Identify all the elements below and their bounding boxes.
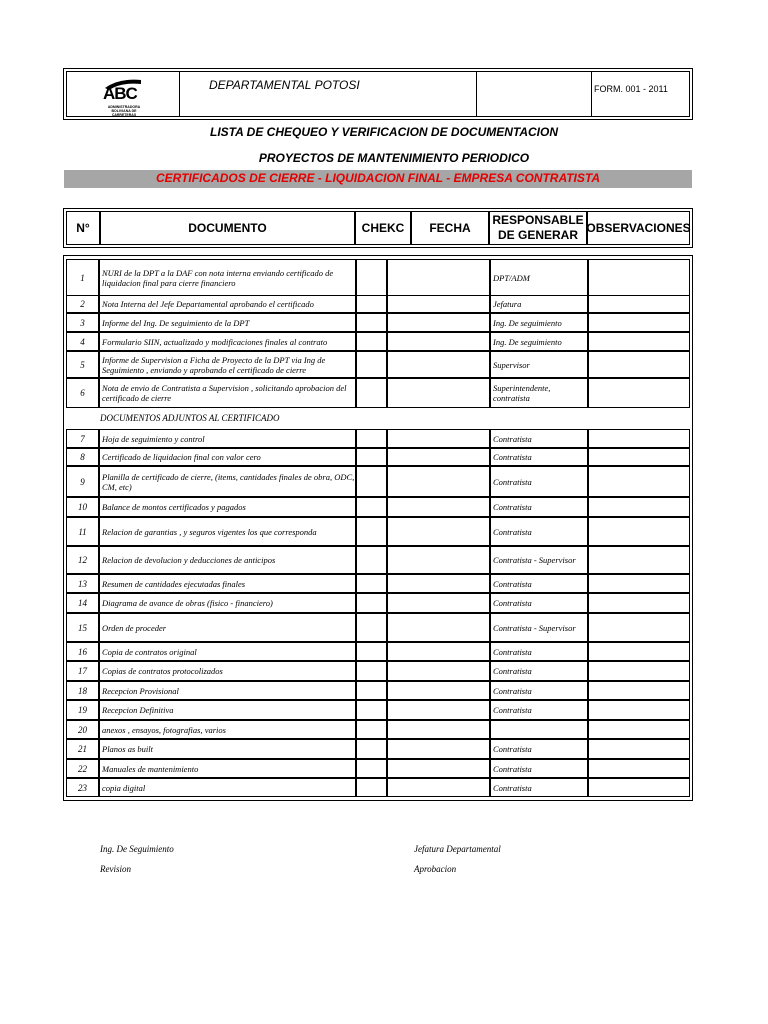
row-responsable: Supervisor [490, 351, 588, 378]
table-row [66, 700, 690, 720]
row-fecha-cell[interactable] [387, 593, 490, 613]
row-responsable: DPT/ADM [490, 259, 588, 296]
row-number: 11 [66, 517, 99, 546]
row-fecha-cell[interactable] [387, 517, 490, 546]
row-number: 15 [66, 613, 99, 642]
row-responsable: Contratista [490, 448, 588, 466]
signature-right-name: Jefatura Departamental [414, 844, 501, 854]
row-observaciones-cell[interactable] [588, 378, 690, 408]
row-observaciones-cell[interactable] [588, 700, 690, 720]
row-check-cell[interactable] [356, 332, 387, 351]
row-observaciones-cell[interactable] [588, 517, 690, 546]
row-observaciones-cell[interactable] [588, 593, 690, 613]
logo-subtext: ADMINISTRADORA BOLIVIANA DE CARRETERAS [107, 105, 141, 117]
table-row [66, 497, 690, 517]
table-row [66, 642, 690, 661]
row-responsable: Contratista [490, 700, 588, 720]
logo-cell [67, 72, 180, 116]
row-fecha-cell[interactable] [387, 351, 490, 378]
row-responsable: Contratista [490, 497, 588, 517]
signature-right-role: Aprobacion [414, 864, 457, 874]
row-document: Planos as built [99, 739, 356, 759]
row-document: Recepcion Provisional [99, 681, 356, 700]
row-responsable: Superintendente, contratista [490, 378, 588, 408]
row-document: Hoja de seguimiento y control [99, 429, 356, 448]
table-row [66, 332, 690, 351]
row-document: Informe de Supervision a Ficha de Proyecto de la DPT via Ing de Seguimiento , enviando y aprobando el certificado de cierre [99, 351, 356, 378]
row-responsable: Contratista [490, 574, 588, 593]
document-subtitle: PROYECTOS DE MANTENIMIENTO PERIODICO [258, 151, 530, 165]
row-document: Relacion de garantias , y seguros vigentes los que corresponda [99, 517, 356, 546]
row-responsable: Ing. De seguimiento [490, 332, 588, 351]
row-fecha-cell[interactable] [387, 466, 490, 497]
row-number: 20 [66, 720, 99, 739]
row-document: Copia de contratos original [99, 642, 356, 661]
row-document: anexos , ensayos, fotografias, varios [99, 720, 356, 739]
row-observaciones-cell[interactable] [588, 759, 690, 778]
table-row [66, 720, 690, 739]
col-num-header: N° [66, 211, 100, 245]
row-fecha-cell[interactable] [387, 295, 490, 313]
row-fecha-cell[interactable] [387, 613, 490, 642]
row-responsable: Contratista [490, 429, 588, 448]
row-check-cell[interactable] [356, 759, 387, 778]
table-row [66, 295, 690, 313]
signature-left-name: Ing. De Seguimiento [100, 844, 174, 854]
row-document: Copias de contratos protocolizados [99, 661, 356, 681]
table-row [66, 259, 690, 296]
logo-text: ABC [103, 84, 137, 103]
row-document: Planilla de certificado de cierre, (items, cantidades finales de obra, ODC, CM, etc) [99, 466, 356, 497]
section-banner: CERTIFICADOS DE CIERRE - LIQUIDACION FINAL - EMPRESA CONTRATISTA [64, 170, 692, 188]
row-check-cell[interactable] [356, 720, 387, 739]
table-row [66, 448, 690, 466]
row-responsable: Contratista - Supervisor [490, 613, 588, 642]
row-fecha-cell[interactable] [387, 429, 490, 448]
section-label: DOCUMENTOS ADJUNTOS AL CERTIFICADO [100, 413, 280, 423]
row-observaciones-cell[interactable] [588, 295, 690, 313]
form-code: FORM. 001 - 2011 [594, 84, 668, 94]
row-number: 10 [66, 497, 99, 517]
row-number: 8 [66, 448, 99, 466]
row-fecha-cell[interactable] [387, 332, 490, 351]
row-responsable: Contratista [490, 593, 588, 613]
row-observaciones-cell[interactable] [588, 720, 690, 739]
row-fecha-cell[interactable] [387, 681, 490, 700]
row-observaciones-cell[interactable] [588, 497, 690, 517]
row-responsable: Contratista [490, 661, 588, 681]
row-document: Orden de proceder [99, 613, 356, 642]
row-observaciones-cell[interactable] [588, 351, 690, 378]
row-responsable: Contratista [490, 778, 588, 797]
row-fecha-cell[interactable] [387, 759, 490, 778]
row-fecha-cell[interactable] [387, 546, 490, 574]
row-number: 1 [66, 259, 99, 296]
row-observaciones-cell[interactable] [588, 448, 690, 466]
row-number: 17 [66, 661, 99, 681]
row-observaciones-cell[interactable] [588, 778, 690, 797]
signature-left-role: Revision [100, 864, 131, 874]
row-fecha-cell[interactable] [387, 642, 490, 661]
document-title: LISTA DE CHEQUEO Y VERIFICACION DE DOCUMENTACION [209, 125, 559, 139]
table-row [66, 429, 690, 448]
row-check-cell[interactable] [356, 517, 387, 546]
row-observaciones-cell[interactable] [588, 574, 690, 593]
row-responsable: Contratista - Supervisor [490, 546, 588, 574]
row-check-cell[interactable] [356, 574, 387, 593]
row-document: NURI de la DPT a la DAF con nota interna enviando certificado de liquidacion final para cierre financiero [99, 259, 356, 296]
row-number: 13 [66, 574, 99, 593]
row-number: 22 [66, 759, 99, 778]
col-responsable-header: RESPONSABLE DE GENERAR [489, 211, 587, 245]
row-document: Recepcion Definitiva [99, 700, 356, 720]
department-cell [179, 72, 477, 116]
row-number: 6 [66, 378, 99, 408]
row-observaciones-cell[interactable] [588, 546, 690, 574]
table-row [66, 681, 690, 700]
row-number: 18 [66, 681, 99, 700]
table-row [66, 661, 690, 681]
row-check-cell[interactable] [356, 681, 387, 700]
row-responsable: Contratista [490, 642, 588, 661]
row-observaciones-cell[interactable] [588, 739, 690, 759]
row-document: Relacion de devolucion y deducciones de anticipos [99, 546, 356, 574]
col-fecha-header: FECHA [411, 211, 489, 245]
table-row [66, 466, 690, 497]
table-row [66, 778, 690, 797]
row-observaciones-cell[interactable] [588, 661, 690, 681]
row-number: 7 [66, 429, 99, 448]
row-responsable: Contratista [490, 466, 588, 497]
row-number: 19 [66, 700, 99, 720]
table-row [66, 517, 690, 546]
table-row [66, 613, 690, 642]
row-number: 14 [66, 593, 99, 613]
col-observaciones-header: OBSERVACIONES [587, 211, 690, 245]
row-fecha-cell[interactable] [387, 259, 490, 296]
table-row [66, 593, 690, 613]
row-check-cell[interactable] [356, 378, 387, 408]
row-observaciones-cell[interactable] [588, 429, 690, 448]
row-document: Resumen de cantidades ejecutadas finales [99, 574, 356, 593]
row-number: 12 [66, 546, 99, 574]
row-document: Nota de envio de Contratista a Supervision , solicitando aprobacion del certificado de cierre [99, 378, 356, 408]
row-check-cell[interactable] [356, 295, 387, 313]
row-document: Diagrama de avance de obras (fisico - financiero) [99, 593, 356, 613]
row-fecha-cell[interactable] [387, 700, 490, 720]
row-check-cell[interactable] [356, 497, 387, 517]
checklist-table [63, 255, 693, 801]
row-observaciones-cell[interactable] [588, 259, 690, 296]
table-row [66, 351, 690, 378]
row-observaciones-cell[interactable] [588, 681, 690, 700]
row-fecha-cell[interactable] [387, 313, 490, 332]
row-check-cell[interactable] [356, 613, 387, 642]
row-document: Nota Interna del Jefe Departamental aprobando el certificado [99, 295, 356, 313]
row-fecha-cell[interactable] [387, 448, 490, 466]
row-fecha-cell[interactable] [387, 497, 490, 517]
row-number: 23 [66, 778, 99, 797]
row-number: 9 [66, 466, 99, 497]
department-name: DEPARTAMENTAL POTOSI [209, 78, 360, 92]
row-responsable: Contratista [490, 739, 588, 759]
row-document: copia digital [99, 778, 356, 797]
row-check-cell[interactable] [356, 778, 387, 797]
row-fecha-cell[interactable] [387, 378, 490, 408]
col-check-header: CHEKC [355, 211, 411, 245]
row-check-cell[interactable] [356, 739, 387, 759]
table-row [66, 313, 690, 332]
row-number: 2 [66, 295, 99, 313]
row-check-cell[interactable] [356, 429, 387, 448]
row-fecha-cell[interactable] [387, 720, 490, 739]
row-check-cell[interactable] [356, 466, 387, 497]
row-check-cell[interactable] [356, 448, 387, 466]
row-check-cell[interactable] [356, 661, 387, 681]
row-check-cell[interactable] [356, 351, 387, 378]
row-responsable [490, 720, 588, 739]
row-responsable: Ing. De seguimiento [490, 313, 588, 332]
row-check-cell[interactable] [356, 642, 387, 661]
row-document: Certificado de liquidacion final con valor cero [99, 448, 356, 466]
row-check-cell[interactable] [356, 700, 387, 720]
row-responsable: Contratista [490, 517, 588, 546]
row-responsable: Contratista [490, 681, 588, 700]
row-check-cell[interactable] [356, 546, 387, 574]
row-number: 3 [66, 313, 99, 332]
row-observaciones-cell[interactable] [588, 642, 690, 661]
row-observaciones-cell[interactable] [588, 466, 690, 497]
row-document: Balance de montos certificados y pagados [99, 497, 356, 517]
row-check-cell[interactable] [356, 259, 387, 296]
row-check-cell[interactable] [356, 313, 387, 332]
table-row [66, 739, 690, 759]
row-document: Informe del Ing. De seguimiento de la DPT [99, 313, 356, 332]
col-documento-header: DOCUMENTO [100, 211, 355, 245]
table-row [66, 759, 690, 778]
row-document: Manuales de mantenimiento [99, 759, 356, 778]
row-fecha-cell[interactable] [387, 778, 490, 797]
row-number: 4 [66, 332, 99, 351]
form-code-cell [591, 72, 689, 116]
row-responsable: Jefatura [490, 295, 588, 313]
table-row [66, 546, 690, 574]
row-fecha-cell[interactable] [387, 739, 490, 759]
row-check-cell[interactable] [356, 593, 387, 613]
row-observaciones-cell[interactable] [588, 332, 690, 351]
document-header [63, 68, 693, 120]
row-fecha-cell[interactable] [387, 574, 490, 593]
row-observaciones-cell[interactable] [588, 613, 690, 642]
row-document: Formulario SIIN, actualizado y modificaciones finales al contrato [99, 332, 356, 351]
row-observaciones-cell[interactable] [588, 313, 690, 332]
table-row [66, 574, 690, 593]
row-fecha-cell[interactable] [387, 661, 490, 681]
row-responsable: Contratista [490, 759, 588, 778]
column-header-row [63, 208, 693, 248]
row-number: 21 [66, 739, 99, 759]
table-row [66, 378, 690, 408]
row-number: 5 [66, 351, 99, 378]
row-number: 16 [66, 642, 99, 661]
